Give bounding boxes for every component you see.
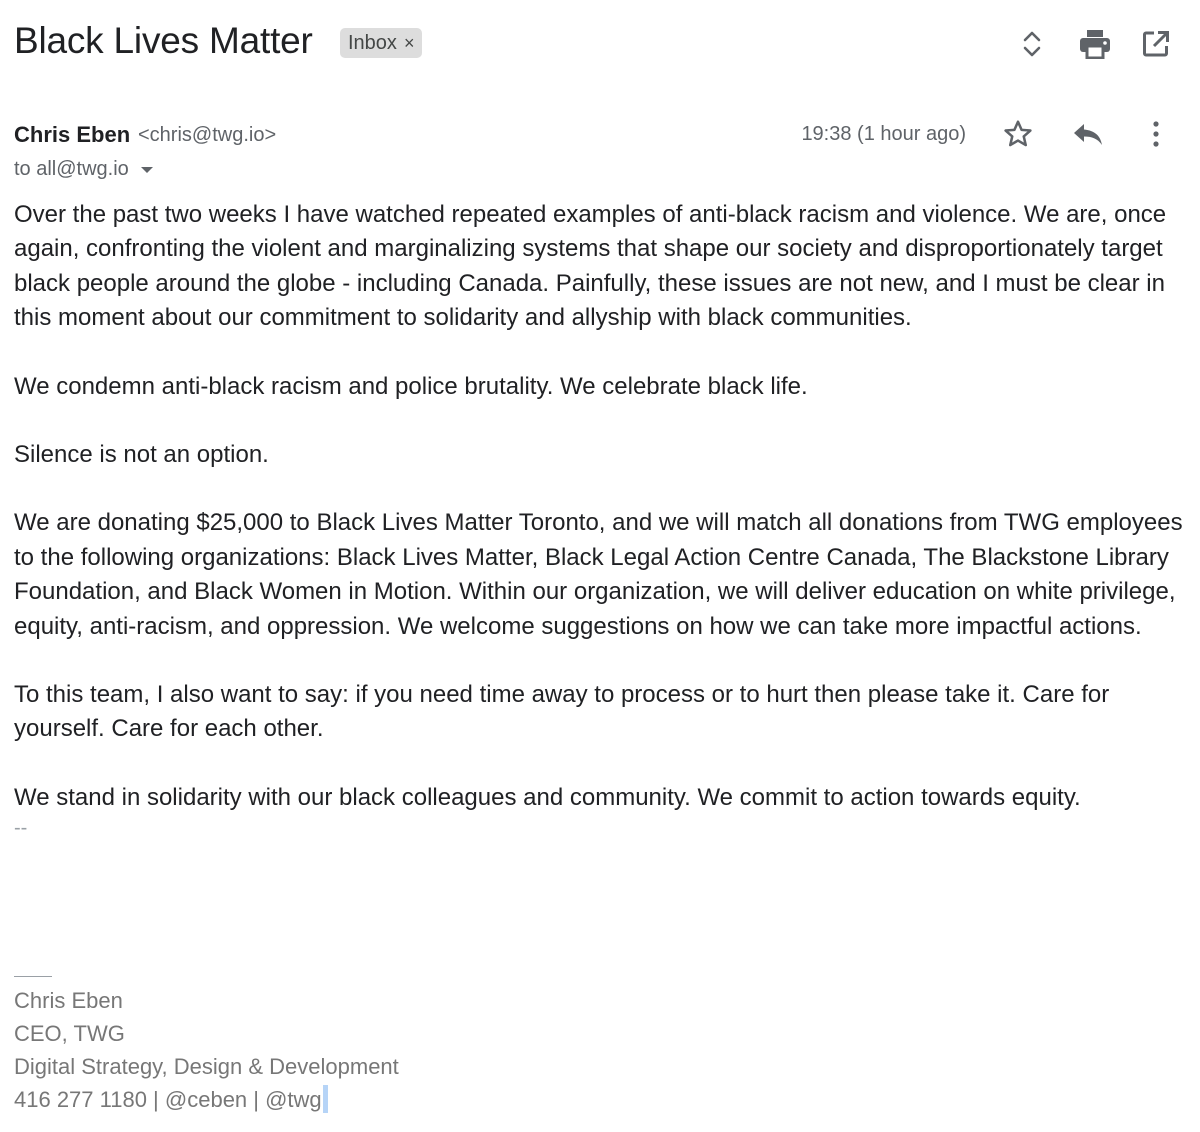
inbox-label-chip[interactable] [340, 28, 422, 58]
sender-name[interactable]: Chris Eben [14, 122, 131, 147]
recipient-text: to all@twg.io [14, 157, 129, 180]
signature-contact: 416 277 1180 | @ceben | @twg [14, 1087, 322, 1112]
message-timestamp: 19:38 (1 hour ago) [801, 123, 966, 145]
signature-contact-line [14, 1083, 399, 1116]
body-paragraph: To this team, I also want to say: if you need time away to process or to hurt then please take it. Care for yourself. Care for each other. [14, 681, 1110, 743]
signature-separator: -- [14, 817, 28, 840]
message-header [14, 118, 1184, 152]
remove-label-icon[interactable]: × [403, 33, 415, 53]
more-vertical-icon[interactable] [1136, 116, 1176, 152]
sender-email: <chris@twg.io> [138, 124, 277, 146]
subject-header [14, 18, 1180, 68]
signature-divider [14, 976, 52, 977]
reply-icon[interactable] [1068, 116, 1108, 152]
body-paragraph: Over the past two weeks I have watched repeated examples of anti-black racism and violence. We are, once again, confronting the violent and marginalizing systems that shape our society and disproportionately target black people around the globe - including Canada. Painfully, these issues are not new, and I must be clear in this moment about our commitment to solidarity and allyship with black communities. [14, 201, 1167, 332]
open-in-new-window-icon[interactable] [1138, 26, 1174, 62]
body-paragraph: We stand in solidarity with our black colleagues and community. We commit to action towards equity. [14, 783, 1081, 811]
email-subject: Black Lives Matter [14, 20, 313, 61]
body-paragraph: We are donating $25,000 to Black Lives Matter Toronto, and we will match all donations from TWG employees to the following organizations: Black Lives Matter, Black Legal Action Centre Canada, The Blackstone Library Foundation, and Black Women in Motion. Within our organization, we will deliver education on white privilege, equity, anti-racism, and oppression. We welcome suggestions on how we can take more impactful actions. [14, 509, 1183, 640]
print-icon[interactable] [1077, 26, 1113, 62]
email-signature [14, 984, 399, 1116]
star-icon[interactable] [998, 116, 1038, 152]
body-paragraph: We condemn anti-black racism and police brutality. We celebrate black life. [14, 372, 808, 400]
signature-title: CEO, TWG [14, 1021, 125, 1046]
body-paragraph: Silence is not an option. [14, 441, 269, 469]
recipient-details-toggle[interactable] [14, 155, 153, 183]
expand-collapse-icon[interactable] [1014, 26, 1050, 62]
signature-name: Chris Eben [14, 988, 123, 1013]
label-text: Inbox [348, 31, 397, 54]
text-cursor [323, 1085, 328, 1113]
chevron-down-icon[interactable] [141, 167, 153, 173]
message-body [14, 198, 1184, 841]
signature-tagline: Digital Strategy, Design & Development [14, 1054, 399, 1079]
